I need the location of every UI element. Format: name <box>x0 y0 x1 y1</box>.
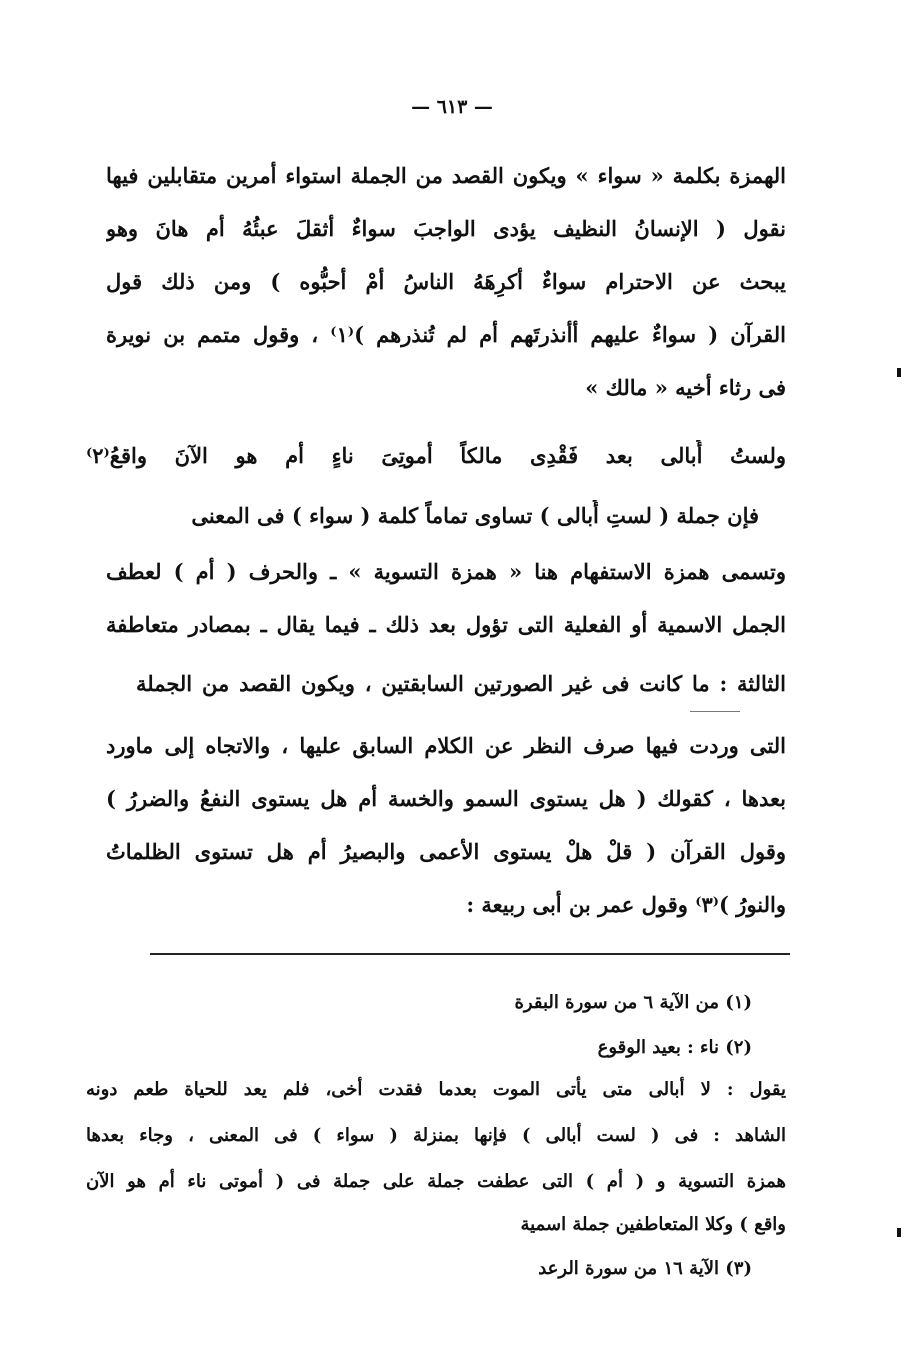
body-line: فإن جملة ( لستِ أُبالى ) تساوى تماماً كلمة ( سواء ) فى المعنى <box>191 503 759 528</box>
footnote: همزة التسوية و ( أم ) التى عطفت جملة على جملة فى ( أموتى ناء أم هو الآن <box>86 1171 786 1192</box>
body-line: يبحث عن الاحترام سواءٌ أكرِهَهُ الناسُ أمْ أحبُّوه ) ومن ذلك قول <box>106 269 786 294</box>
body-line: وتسمى همزة الاستفهام هنا « همزة التسوية » ـ والحرف ( أم ) لعطف <box>106 559 786 584</box>
body-line: التى وردت فيها صرف النظر عن الكلام السابق عليها ، والاتجاه إلى ماورد <box>106 733 786 758</box>
page-number: — ٦١٣ — <box>411 96 493 118</box>
body-line: وقول القرآن ( قلْ هلْ يستوى الأعمى والبصيرُ أم هل تستوى الظلماتُ <box>106 839 786 864</box>
footnote-separator <box>150 953 790 955</box>
body-line: نقول ( الإنسانُ النظيف يؤدى الواجبَ سواءٌ أثقلَ عبئُهُ أم هانَ وهو <box>106 216 786 241</box>
footnote: (٣) الآية ١٦ من سورة الرعد <box>538 1258 752 1279</box>
footnote: (٢) ناء : بعيد الوقوع <box>597 1037 752 1058</box>
footnote: يقول : لا أبالى متى يأتى الموت بعدما فقدت أخى، فلم يعد للحياة طعم دونه <box>86 1079 786 1100</box>
body-line: الهمزة بكلمة « سواء » ويكون القصد من الجملة استواء أمرين متقابلين فيها <box>106 163 786 188</box>
body-line: القرآن ( سواءٌ عليهم أأنذرتَهم أم لم تُنذرهم )⁽١⁾ ، وقول متمم بن نويرة <box>106 322 786 347</box>
scan-edge-mark <box>897 368 901 377</box>
footnote: الشاهد : فى ( لست أبالى ) فإنها بمنزلة ( سواء ) فى المعنى ، وجاء بعدها <box>86 1125 786 1146</box>
footnote: واقع ) وكلا المتعاطفين جملة اسمية <box>520 1214 786 1235</box>
footnote: (١) من الآية ٦ من سورة البقرة <box>514 992 752 1013</box>
body-line: الثالثة : ما كانت فى غير الصورتين السابقتين ، ويكون القصد من الجملة <box>136 671 786 696</box>
poetry-verse: ولستُ أُبالى بعد فَقْدِى مالكاً أموتِىَ ناءٍ أم هو الآنَ واقعُ⁽٢⁾ <box>86 443 786 468</box>
body-line: الجمل الاسمية أو الفعلية التى تؤول بعد ذلك ـ فيما يقال ـ بمصادر متعاطفة <box>106 612 786 637</box>
body-line: فى رثاء أخيه « مالك » <box>585 375 786 400</box>
body-line: والنورُ )⁽٣⁾ وقول عمر بن أبى ربيعة : <box>466 892 786 917</box>
scan-edge-mark <box>897 1228 901 1237</box>
body-line: بعدها ، كقولك ( هل يستوى السمو والخسة أم هل يستوى النفعُ والضررُ ) <box>106 786 786 811</box>
decorative-rule <box>690 711 740 712</box>
